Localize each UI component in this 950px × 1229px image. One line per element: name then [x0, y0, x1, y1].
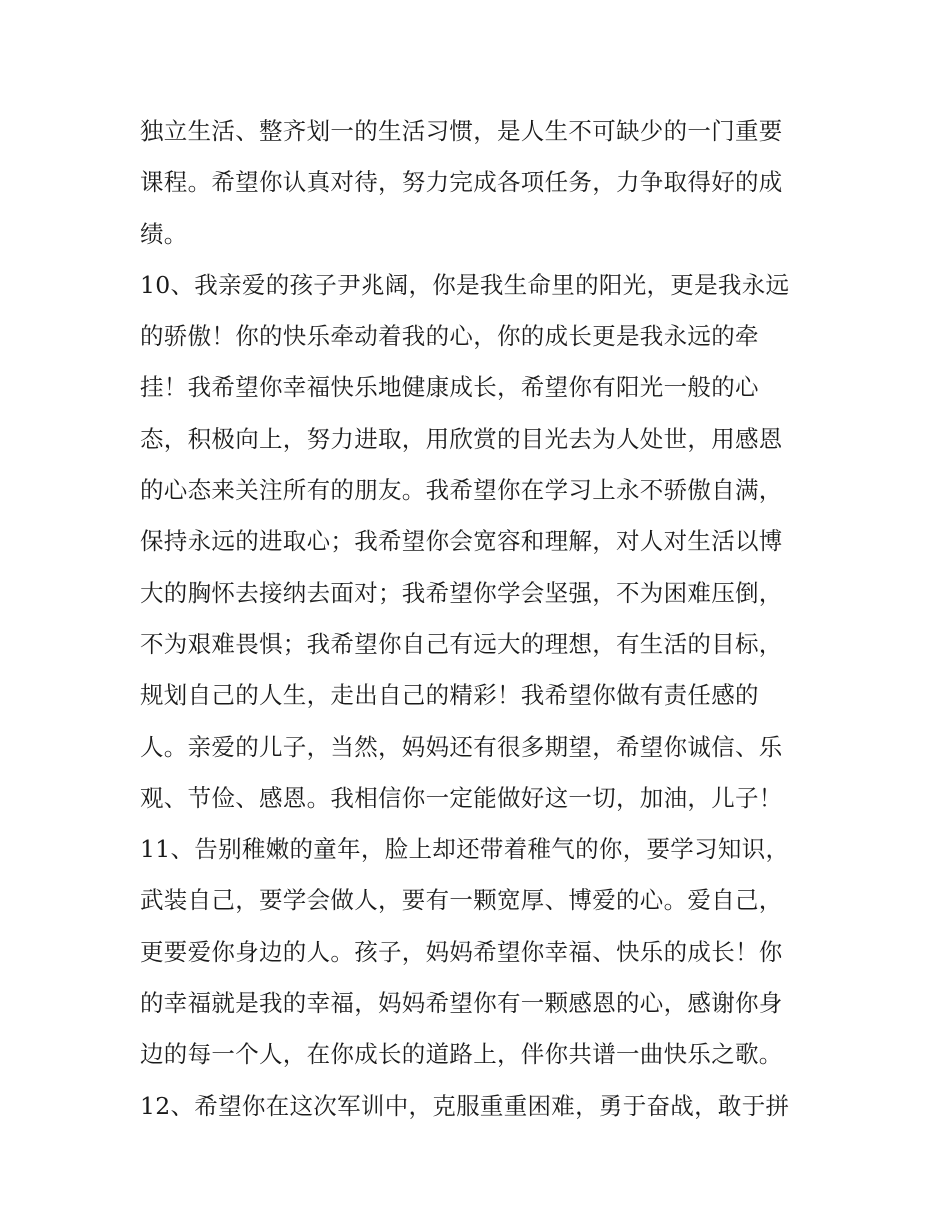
text-line: 规划自己的人生，走出自己的精彩！我希望你做有责任感的	[140, 681, 759, 710]
text-line: 保持永远的进取心；我希望你会宽容和理解，对人对生活以博	[140, 527, 783, 556]
text-line: 的心态来关注所有的朋友。我希望你在学习上永不骄傲自满，	[140, 476, 783, 505]
text-line: 课程。希望你认真对待，努力完成各项任务，力争取得好的成	[140, 168, 783, 197]
text-line: 的幸福就是我的幸福，妈妈希望你有一颗感恩的心，感谢你身	[140, 989, 783, 1018]
text-line: 10、我亲爱的孩子尹兆阔，你是我生命里的阳光，更是我永远	[140, 270, 790, 299]
text-line: 12、希望你在这次军训中，克服重重困难，勇于奋战，敢于拼	[140, 1091, 790, 1120]
text-line: 边的每一个人，在你成长的道路上，伴你共谱一曲快乐之歌。	[140, 1040, 783, 1069]
text-line: 观、节俭、感恩。我相信你一定能做好这一切，加油，儿子！	[140, 783, 783, 812]
text-line: 武装自己，要学会做人，要有一颗宽厚、博爱的心。爱自己，	[140, 886, 783, 915]
text-line: 更要爱你身边的人。孩子，妈妈希望你幸福、快乐的成长！你	[140, 937, 783, 966]
body-text	[140, 106, 812, 1132]
text-line: 的骄傲！你的快乐牵动着我的心，你的成长更是我永远的牵	[140, 322, 759, 351]
text-line: 挂！我希望你幸福快乐地健康成长，希望你有阳光一般的心	[140, 373, 759, 402]
text-line: 态，积极向上，努力进取，用欣赏的目光去为人处世，用感恩	[140, 424, 783, 453]
text-line: 独立生活、整齐划一的生活习惯，是人生不可缺少的一门重要	[140, 117, 783, 145]
text-line: 绩。	[140, 219, 188, 248]
text-line: 11、告别稚嫩的童年，脸上却还带着稚气的你，要学习知识，	[140, 835, 790, 864]
text-line: 大的胸怀去接纳去面对；我希望你学会坚强，不为困难压倒，	[140, 578, 783, 607]
text-line: 人。亲爱的儿子，当然，妈妈还有很多期望，希望你诚信、乐	[140, 732, 783, 761]
text-line: 不为艰难畏惧；我希望你自己有远大的理想，有生活的目标，	[140, 629, 783, 658]
